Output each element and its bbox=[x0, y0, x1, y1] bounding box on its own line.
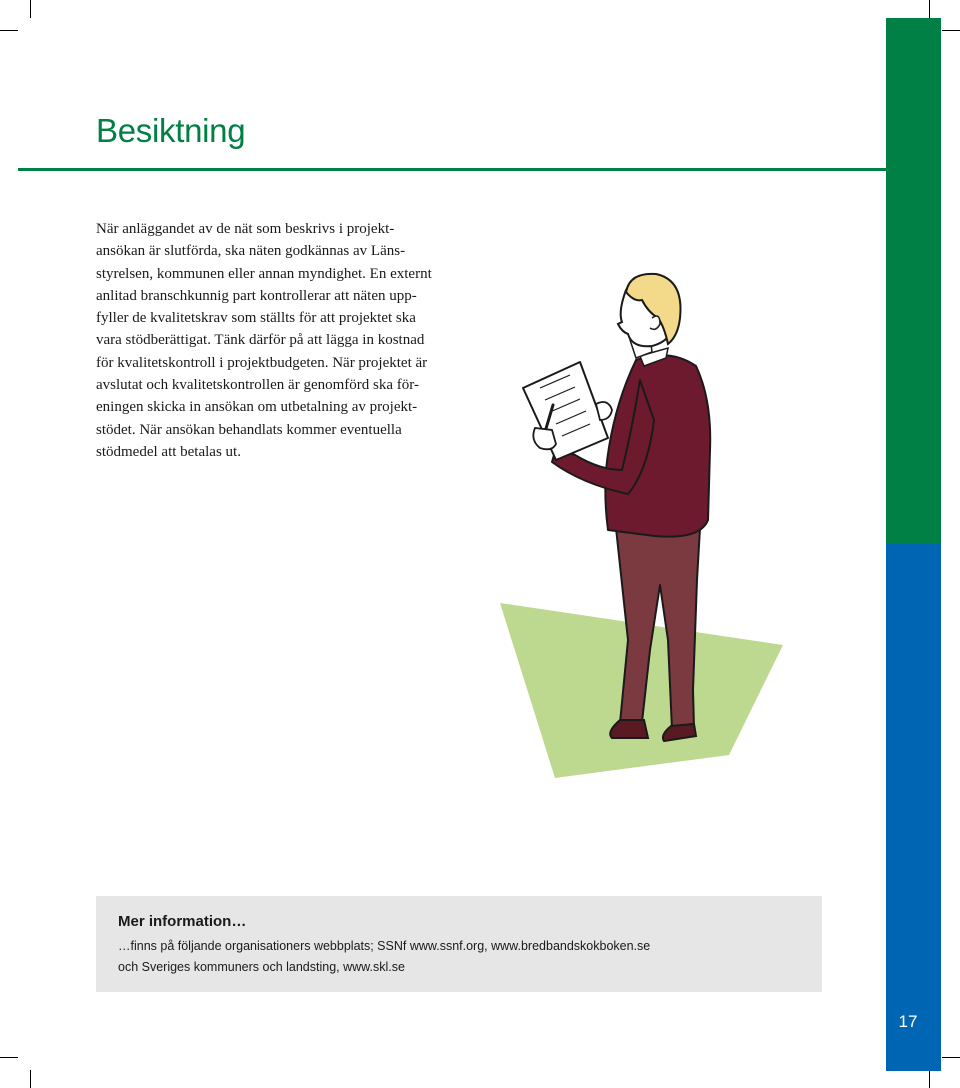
inspector-illustration bbox=[490, 260, 790, 790]
crop-mark bbox=[30, 0, 31, 18]
side-bar-blue bbox=[886, 544, 941, 1071]
body-line: fyller de kvalitetskrav som ställts för att projektet ska bbox=[96, 310, 416, 327]
hand bbox=[533, 428, 556, 449]
crop-mark bbox=[942, 1057, 960, 1058]
body-line: för kvalitetskontroll i projektbudgeten. När projektet är bbox=[96, 354, 428, 371]
hand bbox=[596, 402, 612, 420]
body-line: styrelsen, kommunen eller annan myndighet. En externt bbox=[96, 265, 432, 282]
body-paragraph bbox=[96, 218, 456, 463]
body-line: ansökan är slutförda, ska näten godkännas av Läns- bbox=[96, 243, 406, 260]
body-line: stödmedel att betalas ut. bbox=[96, 443, 241, 460]
info-heading: Mer information… bbox=[118, 913, 247, 930]
jacket bbox=[605, 355, 710, 536]
page-number: 17 bbox=[898, 1012, 918, 1031]
title-rule bbox=[18, 168, 886, 171]
info-line: …finns på följande organisationers webbplats; SSNf www.ssnf.org, www.bredbandskokboken.se bbox=[118, 939, 651, 953]
crop-mark bbox=[929, 1070, 930, 1088]
crop-mark bbox=[0, 1057, 18, 1058]
crop-mark bbox=[0, 30, 18, 31]
shoe bbox=[610, 720, 648, 738]
more-info-box bbox=[96, 896, 822, 992]
body-line: avslutat och kvalitetskontrollen är genomförd ska för- bbox=[96, 377, 419, 394]
body-line: anlitad branschkunnig part kontrollerar att näten upp- bbox=[96, 287, 417, 304]
crop-mark bbox=[929, 0, 930, 18]
crop-mark bbox=[942, 30, 960, 31]
body-line: stödet. När ansökan behandlats kommer eventuella bbox=[96, 421, 402, 438]
crop-mark bbox=[30, 1070, 31, 1088]
body-line: vara stödberättigat. Tänk därför på att lägga in kostnad bbox=[96, 332, 425, 349]
side-bar-green bbox=[886, 18, 941, 544]
body-line: eningen skicka in ansökan om utbetalning av projekt- bbox=[96, 399, 418, 416]
page-title: Besiktning bbox=[96, 112, 246, 149]
info-line: och Sveriges kommuners och landsting, www.skl.se bbox=[118, 960, 405, 974]
body-line: När anläggandet av de nät som beskrivs i projekt- bbox=[96, 221, 395, 237]
